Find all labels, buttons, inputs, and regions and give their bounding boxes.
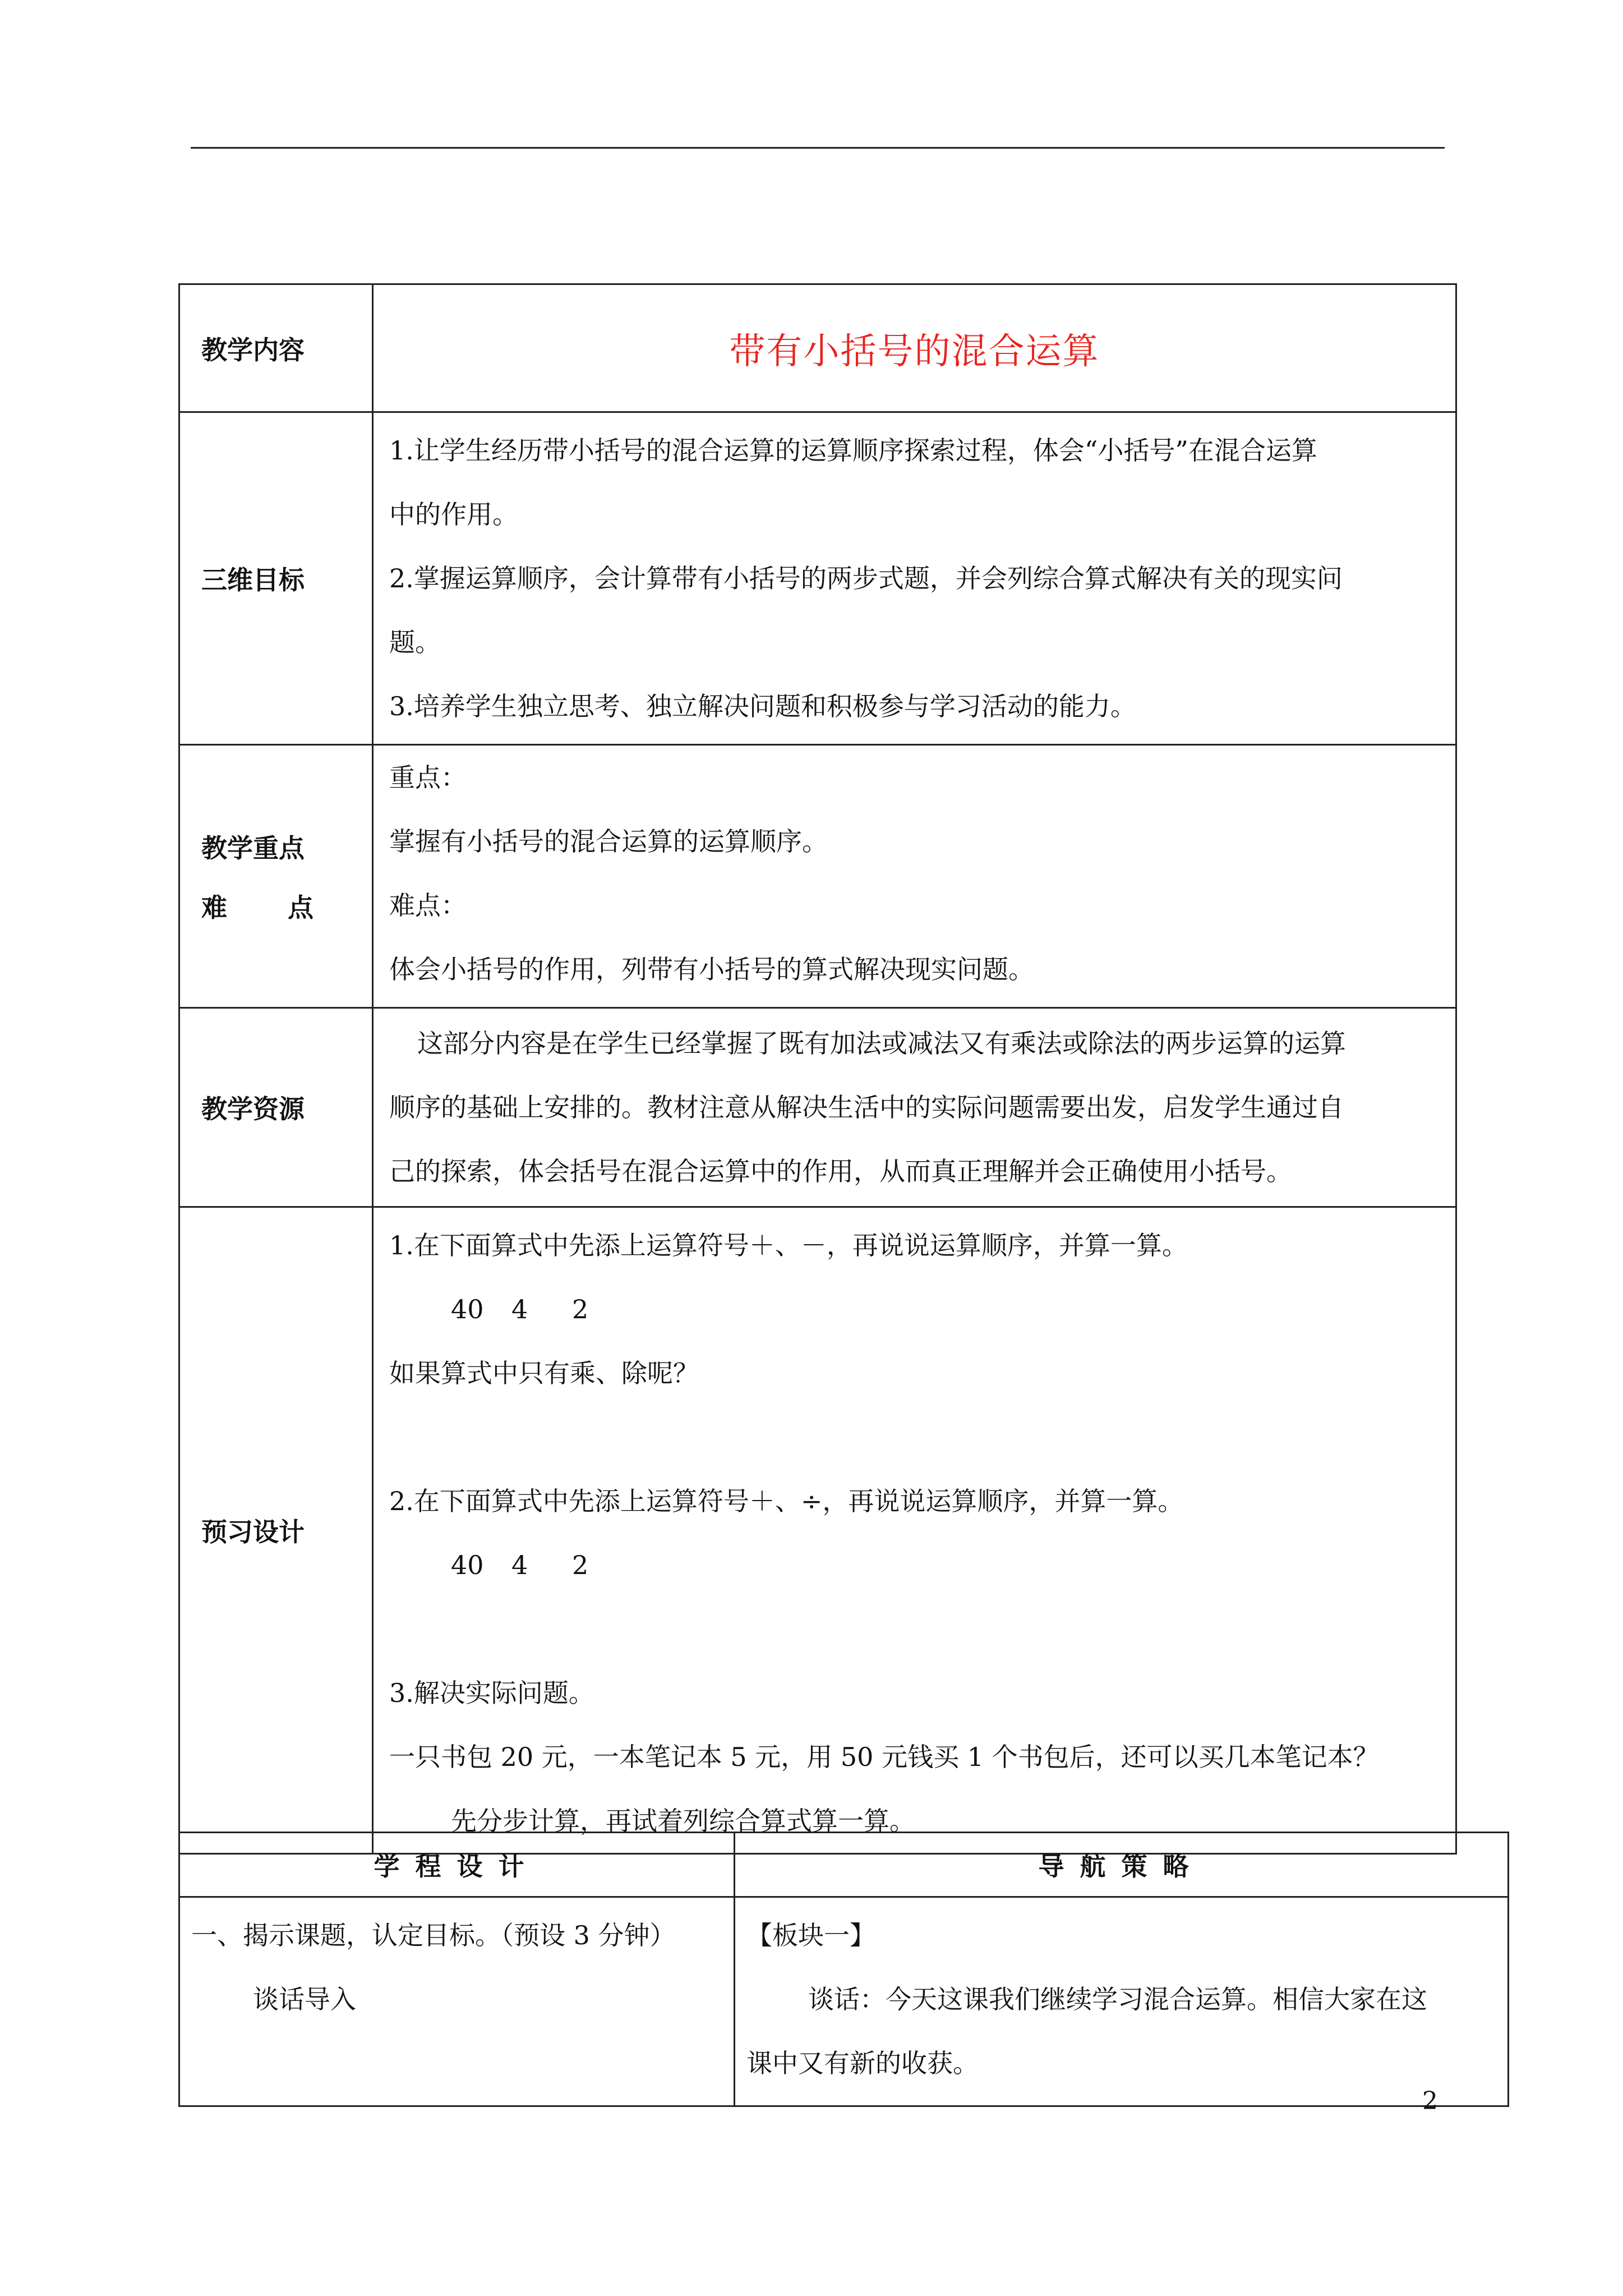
course-design-line: 谈话导入 <box>253 1984 356 2014</box>
preview-q3: 3.解决实际问题。 <box>389 1678 594 1708</box>
course-design-table <box>178 1832 1509 2107</box>
lesson-plan-table <box>178 283 1457 1855</box>
preview-content <box>373 1207 1456 1854</box>
goals-row <box>179 412 1456 745</box>
goals-line: 3.培养学生独立思考、独立解决问题和积极参与学习活动的能力。 <box>389 691 1136 721</box>
preview-q1-number: 2 <box>572 1294 589 1324</box>
goals-line: 题。 <box>389 627 441 657</box>
label-key-points-char-b: 点 <box>288 892 313 923</box>
label-preview: 预习设计 <box>179 1207 373 1854</box>
key-points-line: 体会小括号的作用，列带有小括号的算式解决现实问题。 <box>389 954 1034 984</box>
label-teaching-content: 教学内容 <box>179 284 373 412</box>
goals-line: 中的作用。 <box>389 499 518 530</box>
label-key-points-line2 <box>201 887 313 924</box>
preview-q1-numbers <box>389 1277 1441 1341</box>
lesson-title: 带有小括号的混合运算 <box>373 284 1456 412</box>
preview-q1: 1.在下面算式中先添上运算符号＋、－，再说说运算顺序，并算一算。 <box>389 1230 1188 1260</box>
goals-content <box>373 412 1456 745</box>
preview-q2-number: 40 <box>451 1550 484 1580</box>
key-points-line: 难点： <box>389 890 467 921</box>
preview-q1-follow: 如果算式中只有乘、除呢？ <box>389 1358 699 1388</box>
label-goals: 三维目标 <box>179 412 373 745</box>
navigation-strategy-cell <box>735 1897 1509 2106</box>
key-points-content <box>373 745 1456 1008</box>
preview-q1-number: 4 <box>511 1294 528 1324</box>
navigation-line: 课中又有新的收获。 <box>746 2048 979 2078</box>
course-design-header-row <box>179 1833 1509 1897</box>
resources-line: 己的探索，体会括号在混合运算中的作用，从而真正理解并会正确使用小括号。 <box>389 1156 1292 1186</box>
preview-row <box>179 1207 1456 1854</box>
spacer <box>389 1597 1441 1661</box>
label-key-points <box>179 745 373 1008</box>
spacer <box>389 1405 1441 1469</box>
label-key-points-line1: 教学重点 <box>201 833 305 863</box>
course-design-line: 一、揭示课题，认定目标。（预设 3 分钟） <box>191 1920 676 1950</box>
resources-content <box>373 1008 1456 1207</box>
header-rule <box>191 147 1445 149</box>
preview-q2-numbers <box>389 1533 1441 1597</box>
key-points-line: 掌握有小括号的混合运算的运算顺序。 <box>389 826 828 857</box>
preview-q2-number: 2 <box>572 1550 589 1580</box>
preview-q2: 2.在下面算式中先添上运算符号＋、÷，再说说运算顺序，并算一算。 <box>389 1486 1184 1516</box>
preview-q2-number: 4 <box>511 1550 528 1580</box>
navigation-line: 谈话：今天这课我们继续学习混合运算。相信大家在这 <box>808 1984 1427 2014</box>
navigation-block-label: 【板块一】 <box>746 1920 875 1950</box>
resources-line: 这部分内容是在学生已经掌握了既有加法或减法又有乘法或除法的两步运算的运算 <box>417 1028 1346 1059</box>
label-key-points-char-a: 难 <box>201 892 227 923</box>
label-resources: 教学资源 <box>179 1008 373 1207</box>
key-points-row <box>179 745 1456 1008</box>
course-design-cell <box>179 1897 735 2106</box>
goals-line: 2.掌握运算顺序，会计算带有小括号的两步式题，并会列综合算式解决有关的现实问 <box>389 563 1343 593</box>
preview-q3-hint: 先分步计算，再试着列综合算式算一算。 <box>451 1806 915 1836</box>
resources-row <box>179 1008 1456 1207</box>
preview-q3-text: 一只书包 20 元，一本笔记本 5 元，用 50 元钱买 1 个书包后，还可以买几本笔记本？ <box>389 1742 1379 1772</box>
col-header-course-design: 学程设计 <box>179 1833 735 1897</box>
goals-line: 1.让学生经历带小括号的混合运算的运算顺序探索过程，体会“小括号”在混合运算 <box>389 435 1317 466</box>
page-number: 2 <box>1422 2087 1438 2115</box>
course-design-body-row <box>179 1897 1509 2106</box>
resources-line: 顺序的基础上安排的。教材注意从解决生活中的实际问题需要出发，启发学生通过自 <box>389 1092 1344 1122</box>
preview-q1-number: 40 <box>451 1294 484 1324</box>
col-header-navigation-strategy: 导航策略 <box>735 1833 1509 1897</box>
key-points-line: 重点： <box>389 762 467 793</box>
title-row <box>179 284 1456 412</box>
